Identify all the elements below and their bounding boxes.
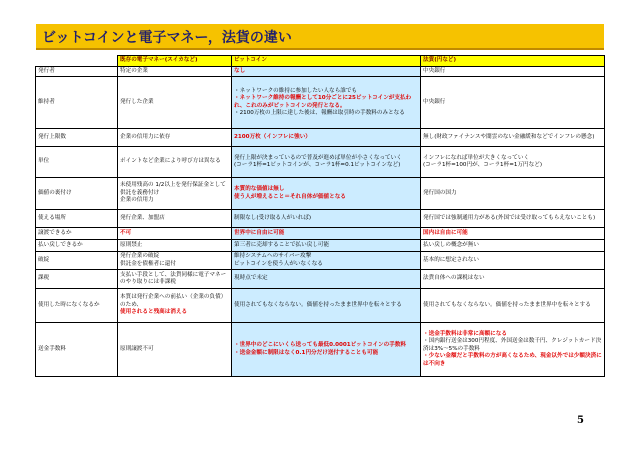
cell-bitcoin [232,210,421,228]
cell-fiat [421,270,605,289]
table-row [36,147,605,178]
header-emoney: 既存の電子マネー(スイカなど) [118,56,232,67]
header-blank [36,56,118,67]
cell-emoney [118,289,232,323]
cell-fiat [421,147,605,178]
cell-fiat [421,252,605,270]
cell-text: 第三者に売却することで払い戻し可能 [234,241,330,248]
cell-text: ポイントなど企業により呼び方は異なる [120,158,221,165]
cell-text: ・送金金額に制限はなく0.1円分だけ送付することも可能 [234,349,379,356]
cell-bitcoin [232,147,421,178]
cell-text: 基本的に想定されない [423,256,479,263]
cell-text: インフレになれば単位が大きくなっていく [423,154,530,161]
cell-text: (コーラ1杯=1ビットコインが、コーラ1杯=0.1ビットコインなど) [234,162,401,169]
table-row [36,66,605,77]
page-number: 5 [577,415,584,426]
row-label: 使える場所 [36,210,118,228]
cell-bitcoin [232,289,421,323]
cell-bitcoin [232,240,421,252]
cell-bitcoin [232,178,421,210]
cell-text: 中央銀行 [423,98,446,105]
cell-text: 原則譲渡不可 [120,345,154,352]
cell-text: (コーラ1杯=100円が、コーラ1杯=1万円など) [423,162,542,169]
cell-text: 使う人が増えること＝それ自体が価値となる [234,193,346,200]
cell-emoney [118,270,232,289]
row-label: 送金手数料 [36,323,118,377]
cell-bitcoin [232,252,421,270]
cell-bitcoin [232,228,421,240]
cell-text: 不可 [120,229,132,236]
cell-text: ・少ない金額だと手数料の方が高くなるため、現金以外では少額決済には不向き [423,353,602,367]
page-title: ビットコインと電子マネー，法貨の違い [42,30,292,46]
cell-text: 中央銀行 [423,67,446,74]
cell-emoney [118,147,232,178]
row-label: 譲渡できるか [36,228,118,240]
cell-text: 現時点で未定 [234,275,268,282]
row-label: 発行者 [36,66,118,77]
cell-text: 企業の信用力に依存 [120,133,171,140]
cell-text: ・送金手数料は非常に高額になる [423,330,507,337]
table-row [36,240,605,252]
row-label: 使用した時になくなるか [36,289,118,323]
cell-fiat [421,129,605,147]
cell-text: 本質は発行企業への前払い（企業の負債）のため、 [120,294,227,308]
row-label: 払い戻しできるか [36,240,118,252]
row-label: 破綻 [36,252,118,270]
cell-text: 特定の企業 [120,67,148,74]
cell-text: ・世界中のどこにいくら送っても最低0.0001ビットコインの手数料 [234,342,407,349]
cell-emoney [118,178,232,210]
cell-bitcoin [232,323,421,377]
cell-bitcoin [232,129,421,147]
cell-fiat [421,289,605,323]
row-label: 維持者 [36,77,118,129]
cell-text: 原則禁止 [120,241,143,248]
cell-text: 発行上限が決まっているので普及が進めば単位が小さくなっていく [234,154,402,161]
table-row [36,228,605,240]
cell-bitcoin [232,270,421,289]
cell-text: 使用されてもなくならない。価値を持ったまま世界中を転々とする [423,301,591,308]
cell-bitcoin [232,77,421,129]
cell-fiat [421,77,605,129]
table-row [36,289,605,323]
table-row [36,129,605,147]
cell-emoney [118,323,232,377]
row-label: 単位 [36,147,118,178]
cell-text: ビットコインを使う人がいなくなる [234,260,323,267]
cell-emoney [118,210,232,228]
row-label: 発行上限数 [36,129,118,147]
cell-text: 世界中に自由に可能 [234,229,285,236]
cell-fiat [421,210,605,228]
cell-text: 発行国の国力 [423,189,457,196]
cell-emoney [118,240,232,252]
cell-text: 本質的な価値は無し [234,186,285,193]
cell-text: 国内は自由に可能 [423,229,468,236]
cell-text: 使用されると残高は消える [120,309,188,316]
table-row [36,77,605,129]
cell-text: 未使用残高の 1/2以上を発行保証金として供託を義務付け [120,182,226,196]
comparison-table [35,55,605,377]
cell-fiat [421,178,605,210]
cell-text: 発行企業の破綻 [120,253,160,260]
cell-emoney [118,129,232,147]
cell-text: 使用されてもなくならない。価値を持ったまま世界中を転々とする [234,301,402,308]
cell-text: 発行国では強制通用力がある(外国では受け取ってもらえないことも) [423,214,596,221]
cell-text: 支払い手段として、法貨同様に電子マネーのやり取りには非課税 [120,271,227,286]
cell-emoney [118,66,232,77]
cell-text: 発行企業、加盟店 [120,214,165,221]
cell-text: ・国内銀行送金は300円程度、外国送金は数千円、クレジットカード決済は3%〜5%の手数料 [423,338,602,352]
title-bar [36,24,604,50]
table-row [36,178,605,210]
cell-emoney [118,252,232,270]
cell-emoney [118,77,232,129]
cell-text: 企業の信用力 [120,197,154,204]
header-row [36,56,605,67]
cell-text: ・ネットワーク維持の報酬として10分ごとに25ビットコインが支払われ、これのみがビットコインの発行となる。 [234,95,412,109]
cell-text: 維持システムへのサイバー攻撃 [234,253,312,260]
cell-text: ・ネットワークの維持に参加したい人なら誰でも [234,87,358,94]
row-label: 課税 [36,270,118,289]
table-row [36,252,605,270]
table-row [36,323,605,377]
cell-text: 払い戻しの概念が無い [423,241,479,248]
cell-text: 法貨自体への課税はない [423,275,485,282]
cell-fiat [421,228,605,240]
cell-text: 発行した企業 [120,98,154,105]
cell-fiat [421,240,605,252]
cell-emoney [118,228,232,240]
cell-text: 供託金を債権者に還付 [120,260,176,267]
cell-bitcoin [232,66,421,77]
header-bitcoin: ビットコイン [232,56,421,67]
cell-text: なし [234,67,246,74]
cell-text: 2100万枚（インフレに強い） [234,133,311,140]
cell-text: 無し(財政ファイナンスや闇雲のない金融緩和などでインフレの懸念) [423,133,595,140]
cell-fiat [421,323,605,377]
row-label: 価値の裏付け [36,178,118,210]
cell-text: ・2100万枚の上限に達した後は、報酬は取引時の手数料のみとなる [234,110,405,117]
table-row [36,270,605,289]
cell-fiat [421,66,605,77]
table-row [36,210,605,228]
header-fiat: 法貨(円など) [421,56,605,67]
cell-text: 制限なし(受け取る人がいれば) [234,214,312,221]
